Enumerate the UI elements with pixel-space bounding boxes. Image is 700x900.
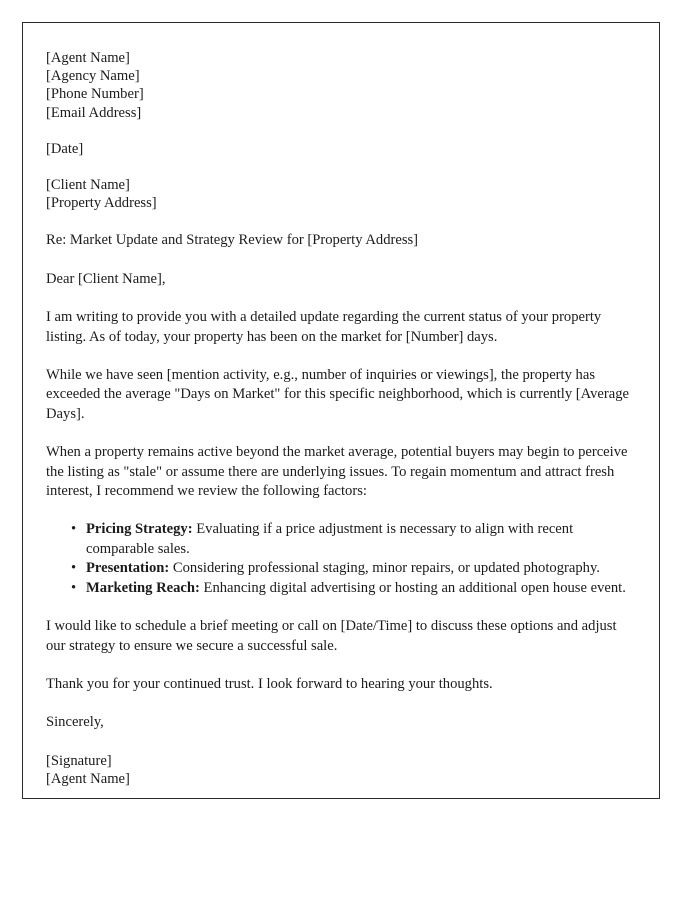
spacer-before-list (46, 501, 638, 520)
valediction: Sincerely, (46, 714, 104, 731)
sender-block (46, 49, 638, 122)
factors-list (46, 520, 638, 598)
paragraph-intro: I am writing to provide you with a detailed update regarding the current status of your property listing. As of today, your property has been on the market for [Number] days. (46, 309, 602, 345)
paragraph-thanks: Thank you for your continued trust. I look forward to hearing your thoughts. (46, 675, 493, 692)
bullet-icon: • (71, 579, 77, 596)
factor-text: Evaluating if a price adjustment is necessary to align with recent comparable sales. (86, 521, 574, 557)
recipient-block (46, 176, 638, 212)
letter-page (22, 22, 660, 799)
list-item (46, 579, 638, 598)
spacer-after-valediction (46, 733, 638, 752)
spacer-after-date (46, 158, 638, 176)
recipient-client-name: [Client Name] (46, 177, 130, 194)
factor-label: Marketing Reach: (86, 579, 200, 596)
bullet-icon: • (71, 521, 77, 538)
signature-placeholder: [Signature] (46, 752, 112, 769)
paragraph-stale-risk: When a property remains active beyond the market average, potential buyers may begin to perceive the listing as "stale" or assume there are underlying issues. To regain momentum and attract fresh interest, I recommend we review the following factors: (46, 444, 628, 500)
list-item (46, 559, 638, 578)
date-block (46, 140, 638, 158)
spacer-after-recipient (46, 212, 638, 231)
list-item (46, 520, 638, 559)
signature-block (46, 752, 638, 788)
paragraph-meeting-request: I would like to schedule a brief meeting or call on [Date/Time] to discuss these options and adjust our strategy to ensure we secure a successful sale. (46, 618, 617, 654)
spacer-after-salutation (46, 289, 638, 308)
bullet-icon: • (71, 560, 77, 577)
salutation: Dear [Client Name], (46, 270, 166, 287)
sender-email-address: [Email Address] (46, 104, 142, 121)
spacer-after-meeting (46, 656, 638, 675)
sender-agent-name: [Agent Name] (46, 50, 130, 66)
spacer-after-thanks (46, 694, 638, 713)
letter-content (46, 49, 638, 788)
spacer-after-sender (46, 122, 638, 140)
sender-agency-name: [Agency Name] (46, 68, 140, 85)
factor-text: Enhancing digital advertising or hosting an additional open house event. (199, 579, 626, 596)
letter-date: [Date] (46, 140, 84, 157)
signature-agent-name: [Agent Name] (46, 770, 130, 787)
factor-label: Pricing Strategy: (86, 521, 193, 538)
paragraph-activity: While we have seen [mention activity, e.g., number of inquiries or viewings], the property has exceeded the average "Days on Market" for this specific neighborhood, which is currently [Average Days]. (46, 367, 630, 422)
spacer-after-list (46, 598, 638, 617)
factor-text: Considering professional staging, minor repairs, or updated photography. (169, 560, 600, 577)
spacer-after-subject (46, 251, 638, 270)
sender-phone-number: [Phone Number] (46, 86, 144, 103)
subject-line: Re: Market Update and Strategy Review for [Property Address] (46, 232, 419, 249)
spacer-after-activity (46, 424, 638, 443)
recipient-property-address: [Property Address] (46, 195, 157, 212)
spacer-after-intro (46, 347, 638, 366)
factor-label: Presentation: (86, 560, 170, 577)
